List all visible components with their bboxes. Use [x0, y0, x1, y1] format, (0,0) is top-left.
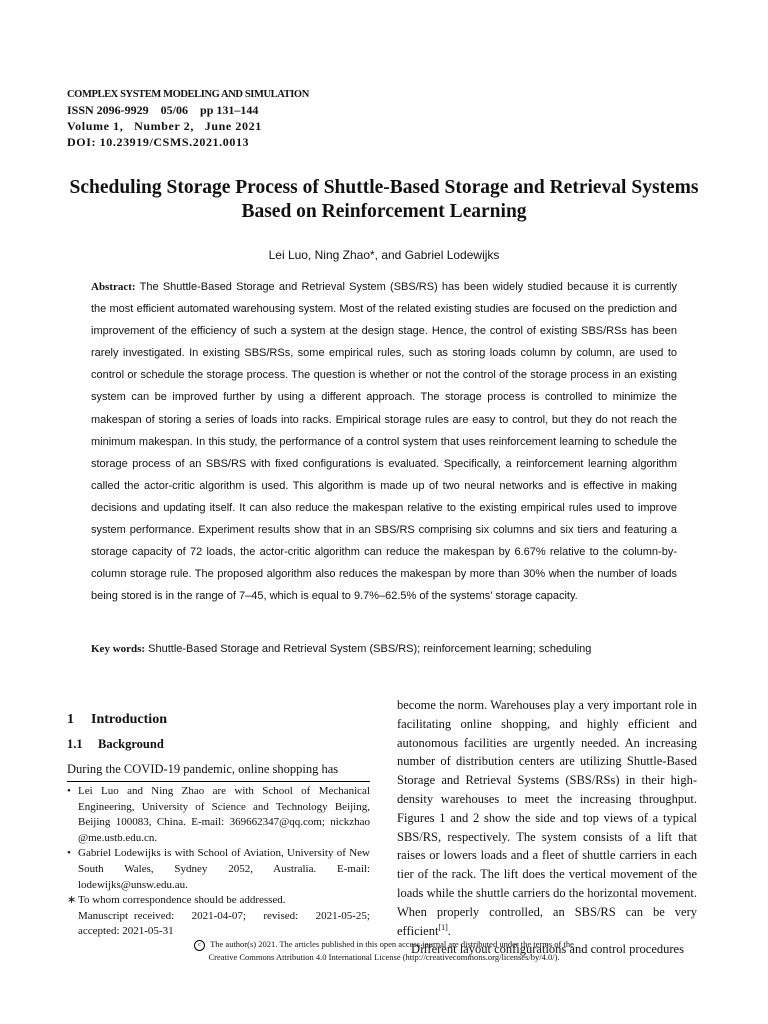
keywords-text: Shuttle-Based Storage and Retrieval System (SBS/RS); reinforcement learning; scheduling: [148, 643, 592, 655]
footnotes: [67, 784, 373, 940]
journal-name: COMPLEX SYSTEM MODELING AND SIMULATION: [67, 89, 309, 100]
section-heading: [67, 712, 370, 728]
footnote-affiliation-2: [67, 846, 370, 893]
doi-line: DOI: 10.23919/CSMS.2021.0013: [67, 135, 250, 149]
license-line-1: The author(s) 2021. The articles published in this open access journal are distributed under the terms of the: [210, 939, 574, 949]
abstract-label: Abstract:: [91, 281, 136, 293]
footnote-text: To whom correspondence should be addressed.: [78, 894, 286, 907]
footnote-text: Lei Luo and Ning Zhao are with School of Mechanical Engineering, University of Science and Technology Beijing, Beijing 100083, China. E-mail: 369662347@qq.com; nickzhao @me.ustb.edu.cn.: [78, 785, 370, 844]
keywords: [91, 643, 677, 655]
footnote-text: Gabriel Lodewijks is with School of Aviation, University of New South Wales, Sydney 2052, Australia. E-mail: lodewijks@unsw.edu.au.: [78, 847, 370, 891]
intro-paragraph-left: During the COVID-19 pandemic, online shopping has: [67, 762, 339, 776]
manuscript-dates: Manuscript received: 2021-04-07; revised: 2021-05-25; accepted: 2021-05-31: [78, 909, 373, 938]
subsection-title: Background: [98, 737, 164, 751]
intro-paragraph-right: [397, 696, 697, 940]
section-title: Introduction: [91, 712, 167, 727]
author-list: Lei Luo, Ning Zhao*, and Gabriel Lodewijks: [268, 248, 500, 262]
asterisk-icon: ∗: [67, 894, 77, 907]
volume-line: Volume 1, Number 2, June 2021: [67, 119, 262, 133]
bullet-icon: •: [67, 785, 71, 797]
footnote-affiliation-1: [67, 784, 370, 846]
section-number: 1: [67, 712, 74, 727]
footnote-divider: [67, 781, 370, 782]
issn-line: ISSN 2096-9929 05/06 pp 131–144: [67, 103, 259, 117]
subsection-number: 1.1: [67, 737, 83, 751]
license-line-2[interactable]: Creative Commons Attribution 4.0 International License (http://creativecommons.org/licenses/by/4.0/).: [208, 951, 560, 962]
footnote-correspondence: [67, 893, 370, 909]
journal-header: [67, 88, 309, 150]
keywords-label: Key words:: [91, 643, 146, 655]
citation-link[interactable]: [1]: [438, 922, 448, 932]
copyright-icon: c: [194, 940, 205, 951]
license-notice: [60, 938, 708, 963]
abstract: [91, 276, 677, 607]
intro-column-right: [397, 696, 697, 959]
intro-paragraph-next: Different layout configurations and control procedures: [411, 942, 684, 957]
bullet-icon: •: [67, 847, 71, 860]
paper-title: Scheduling Storage Process of Shuttle-Based Storage and Retrieval Systems Based on Reinforcement Learning: [69, 177, 699, 222]
subsection-heading: [67, 737, 370, 752]
abstract-text: The Shuttle-Based Storage and Retrieval System (SBS/RS) has been widely studied because it is currently the most efficient automated warehousing system. Most of the related existing studies are focused on the prediction and improvement of the efficiency of such a system at the design stage. Hence, the control of existing SBS/RSs has been rarely investigated. In existing SBS/RSs, some empirical rules, such as storing loads column by column, are used to control or schedule the storage process. The question is whether or not the control of the storage process in an existing system can be improved further by using a different approach. The storage process is controlled to minimize the makespan of storing a series of loads into racks. Empirical storage rules are easy to control, but they do not reach the minimum makespan. In this study, the performance of a control system that uses reinforcement learning to schedule the storage process of an SBS/RS with fixed configurations is evaluated. Specifically, a reinforcement learning algorithm called the actor-critic algorithm is used. This algorithm is made up of two neural networks and is effective in making decisions and updating itself. It can also reduce the makespan relative to the existing empirical rules used to improve system performance. Experiment results show that in an SBS/RS comprising six columns and six tiers and featuring a storage capacity of 72 loads, the actor-critic algorithm can reduce the makespan by 6.67% relative to the column-by-column storage rule. The proposed algorithm also reduces the makespan by more than 30% when the number of loads being stored is in the range of 7–45, which is equal to 9.7%–62.5% of the systems’ storage capacity.: [91, 281, 677, 603]
paragraph-end: .: [447, 923, 451, 938]
paragraph-text: become the norm. Warehouses play a very important role in facilitating online shopping, and highly efficient and autonomous facilities are urgently needed. An increasing number of distribution centers are utilizing Shuttle-Based Storage and Retrieval Systems (SBS/RSs) in their high-density warehouses to meet the increasing throughput. Figures 1 and 2 show the side and top views of a typical SBS/RS, respectively. The system consists of a lift that raises or lowers loads and a fleet of shuttle carriers in each tier of the rack. The lift does the vertical movement of the loads while the shuttle carriers do the horizontal movement. When properly controlled, an SBS/RS can be very efficient: [397, 698, 697, 938]
